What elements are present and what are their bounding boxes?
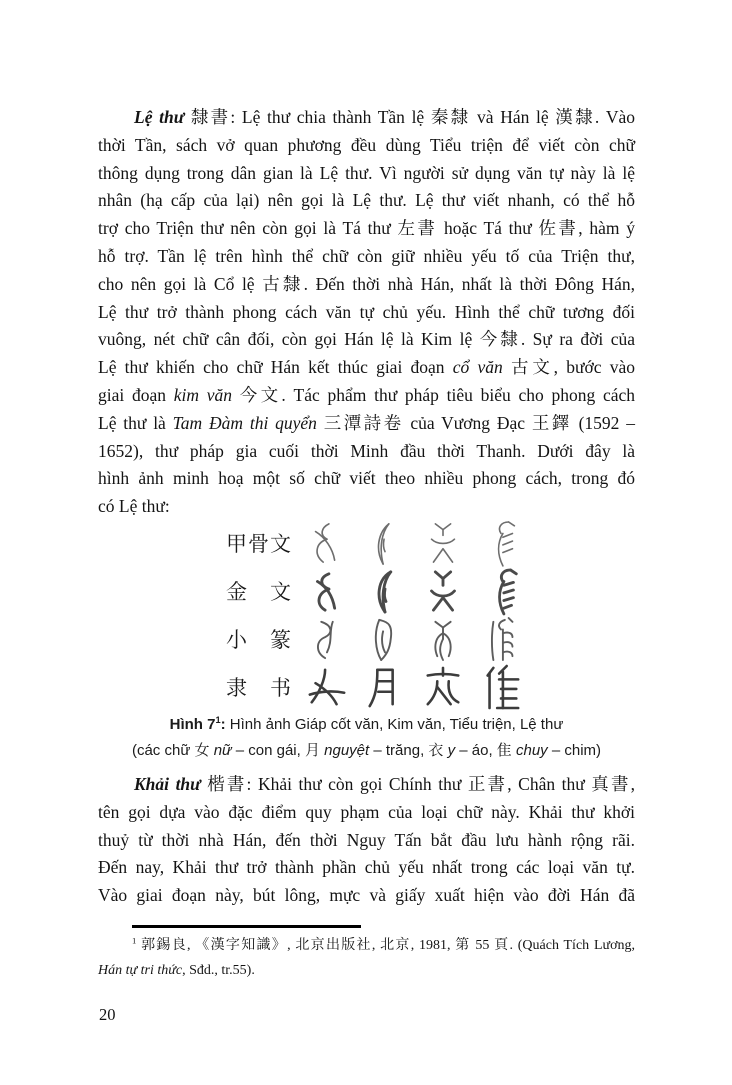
text-run: Khải thư [134,774,208,794]
text-run: Lệ thư là [98,412,173,433]
text-run: thuỷ từ thời nhà Hán, đến thời Nguy Tấn bắt đầu lưu hành rộng rãi. [98,829,635,850]
text-run: 1 [215,715,221,725]
footnote [98,933,635,983]
text-line [98,382,635,410]
page-number: 20 [99,1005,116,1024]
text-run: Vào giai đoạn này, bút lông, mực và giấy xuất hiện vào đời Hán đã [98,885,635,906]
text-run: , Chân thư [507,774,592,794]
text-run: : Khải thư còn gọi Chính thư [246,774,468,794]
text-run: có Lệ thư: [98,496,170,517]
text-run: 秦隸 [430,107,471,127]
seal-nguyet-glyph [356,614,414,664]
text-run: 今文 [239,384,282,405]
text-run: trợ cho Triện thư nên còn gọi là Tá thư [98,218,398,239]
text-run: kim văn [173,384,240,405]
text-run: hỗ trợ. Tần lệ trên hình thể chữ còn giữ nhiều yếu tố của Triện thư, [98,245,635,266]
clerical-nu-glyph [298,662,356,712]
figure-row-bronze [226,566,532,614]
text-run: 王鐸 [531,412,572,433]
script-comparison-figure [226,518,532,710]
text-line [98,410,635,438]
text-run: , Sđd., tr.55). [182,963,255,978]
text-run: 古隸 [262,273,304,294]
figure-caption-line2 [78,738,655,764]
text-line [98,326,635,354]
text-line [98,465,635,493]
text-run: . Tác phẩm thư pháp tiêu biểu cho phong cách [281,384,635,405]
text-run: 月 [304,743,320,759]
bronze-chuy-glyph [472,566,530,616]
text-line [98,132,635,160]
text-run: 女 [194,743,210,759]
bronze-nguyet-glyph [356,566,414,616]
text-run: và Hán lệ [470,107,556,127]
text-run: Lệ thư khiến cho chữ Hán kết thúc giai đoạn [98,357,453,378]
oracle-nguyet-glyph [356,518,414,568]
text-run: . Vào [594,107,636,127]
text-run: (các chữ [131,742,195,759]
text-line [98,160,635,188]
text-run: 1652), thư pháp gia cuối thời Minh đầu thời Thanh. Dưới đây là [98,440,635,461]
text-run: 隹 [496,743,512,759]
clerical-chuy-glyph [472,662,530,712]
text-run: 郭錫良, 《漢字知識》, 北京出版社, 北京, 1981, 第 55 頁. (Quách Tích Lương, [136,938,635,953]
text-run: , hàm ý [578,218,636,239]
text-line [98,958,635,983]
clerical-y-glyph [414,662,472,712]
figure-row-label: 隶 书 [226,676,292,700]
text-run: nhân (hạ cấp của lại) nên gọi là Lệ thư. Lệ thư viết nhanh, có thể hỗ [98,190,635,211]
text-run: nguyệt [324,742,370,759]
text-run: cổ văn [452,357,511,378]
text-run: . Sự ra đời của [520,329,635,350]
figure-row-label: 金 文 [226,580,292,604]
text-run: : [220,716,226,733]
text-run: , [630,774,635,794]
text-run: nữ [213,742,232,759]
text-run: y [447,742,456,759]
text-line [98,438,635,466]
text-line [98,187,635,215]
text-line [98,771,635,799]
clerical-nguyet-glyph [356,662,414,712]
figure-row-oracle [226,518,532,566]
figure-caption [78,712,655,764]
text-line [98,243,635,271]
text-run: chuy [515,742,548,759]
oracle-nu-glyph [298,518,356,568]
text-line [98,104,635,132]
text-line [98,933,635,958]
text-line [98,799,635,827]
text-line [98,827,635,855]
text-run: : Lệ thư chia thành Tần lệ [230,107,431,127]
text-run: 楷書 [207,774,247,794]
figure-row-seal [226,614,532,662]
text-run: tên gọi dựa vào đặc điểm quy phạm của loại chữ này. Khải thư khởi [98,801,635,822]
text-run: của Vương Đạc [403,412,532,433]
text-run: 古文 [510,357,554,378]
text-run: 隸書 [190,107,231,127]
text-run: Tam Đàm thi quyển [172,412,324,433]
text-run: Hình ảnh Giáp cốt văn, Kim văn, Tiểu triện, Lệ thư [225,716,564,733]
seal-nu-glyph [298,614,356,664]
figure-row-label: 甲骨文 [226,532,292,556]
oracle-y-glyph [414,518,472,568]
text-run: hoặc Tá thư [437,218,539,239]
text-run: 正書 [467,774,508,794]
oracle-chuy-glyph [472,518,530,568]
text-run: vuông, nét chữ cân đối, còn gọi Hán lệ là Kim lệ [98,329,480,350]
text-run: 左書 [397,218,438,239]
text-run: thời Tần, sách vở quan phương đều dùng Tiểu triện để viết còn chữ [98,134,635,155]
text-run: . Đến thời nhà Hán, nhất là thời Đông Hán, [303,273,636,294]
text-run: Lệ thư [134,107,191,127]
text-run: cho nên gọi là Cổ lệ [98,273,263,294]
text-run: Hình 7 [169,716,216,733]
text-run: , bước vào [553,357,635,378]
text-run: Hán tự tri thức [98,963,183,978]
figure-row-label: 小 篆 [226,628,292,652]
text-run: – con gái, [231,742,305,759]
paragraph-le-thu [98,104,635,521]
text-run: hình ảnh minh hoạ một số chữ viết theo nhiều phong cách, trong đó [98,468,635,489]
text-run: Lệ thư trở thành phong cách văn tự chủ yếu. Hình thể chữ tương đối [98,301,635,322]
text-run: 衣 [428,743,444,759]
text-run: 今隸 [479,329,521,350]
text-run: – áo, [455,742,497,759]
text-run: 三潭詩卷 [323,412,404,433]
paragraph-khai-thu [98,771,635,910]
text-run: 漢隸 [555,107,595,127]
text-run: 真書 [591,774,631,794]
text-run: – trăng, [369,742,429,759]
text-line [98,215,635,243]
text-run: 佐書 [538,218,579,239]
text-line [98,299,635,327]
footnote-separator [132,925,361,928]
text-line [98,493,635,521]
text-run: – chim) [547,742,602,759]
bronze-y-glyph [414,566,472,616]
figure-caption-line1 [78,712,655,738]
text-run: (1592 – [571,412,635,433]
figure-row-clerical [226,662,532,710]
text-run: giai đoạn [98,384,174,405]
text-line [98,354,635,382]
seal-chuy-glyph [472,614,530,664]
text-run: thông dụng trong dân gian là Lệ thư. Vì người sử dụng văn tự này là lệ [98,162,635,183]
text-run: Đến nay, Khải thư trở thành phần chủ yếu nhất trong các loại văn tự. [98,857,635,878]
text-line [98,882,635,910]
bronze-nu-glyph [298,566,356,616]
text-line [98,271,635,299]
text-run: 1 [132,935,137,946]
seal-y-glyph [414,614,472,664]
text-line [98,854,635,882]
